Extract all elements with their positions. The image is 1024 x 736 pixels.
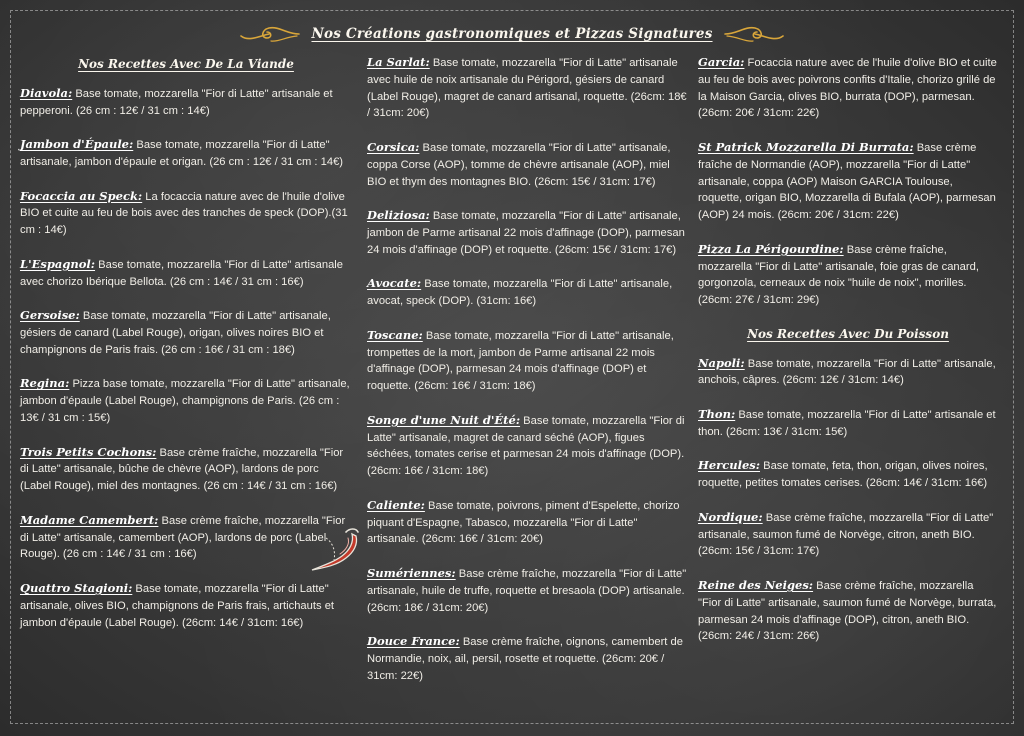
recipe-item <box>20 375 352 426</box>
recipe-item <box>367 412 689 480</box>
recipe-description: Base tomate, mozzarella "Fior di Latte" artisanale, magret de canard séché (AOP), figues séchées, tomates cerise et parmesan 24 mois d'affinage (DOP). (26cm: 16€ / 31cm: 18€) <box>367 414 685 478</box>
recipe-name: Diavola: <box>20 85 73 100</box>
recipe-name: Quattro Stagioni: <box>20 580 133 595</box>
recipe-description: Base tomate, mozzarella "Fior di Latte" artisanale, anchois, câpres. (26cm: 12€ / 31cm: 14€) <box>698 357 996 387</box>
recipe-description: Base crème fraîche, mozzarella "Fior di Latte" artisanale, saumon fumé de Norvège, citron, aneth BIO. (26cm: 15€ / 31cm: 17€) <box>698 511 994 558</box>
recipe-name: Madame Camembert: <box>20 512 159 527</box>
recipe-description: Base crème fraîche de Normandie (AOP), mozzarella "Fior di Latte" artisanale, coppa (AOP) Maison GARCIA Toulouse, roquette, origan BIO, Mozzarella di Bufala (AOP), parmesan (AOP) 24 mois. (26cm: 20€ / 31cm: 22€) <box>698 141 996 222</box>
recipe-description: La focaccia nature avec de l'huile d'olive BIO et cuite au feu de bois avec des tranches de speck (DOP).(31 cm : 14€) <box>20 190 348 237</box>
left-flourish-icon <box>239 22 301 46</box>
menu-banner <box>0 20 1024 48</box>
recipe-item <box>698 406 998 441</box>
recipe-description: Base tomate, mozzarella "Fior di Latte" artisanale, jambon de Parme artisanal 22 mois d'affinage (DOP), parmesan 24 mois d'affinage (DOP) et roquette. (26cm: 15€ / 31cm: 17€) <box>367 210 685 256</box>
recipe-description: Base tomate, mozzarella "Fior di Latte" artisanale, olives BIO, champignons de Paris frais, artichauts et jambon d'épaule (Label Rouge). (26cm: 14€ / 31cm: 16€) <box>20 582 335 629</box>
recipe-description: Base tomate, feta, thon, origan, olives noires, roquette, petites tomates cerises. (26cm: 14€ / 31cm: 16€) <box>698 460 988 490</box>
recipe-description: Base tomate, mozzarella "Fior di Latte" artisanale avec chorizo Ibérique Bellota. (26 cm : 14€ / 31 cm : 16€) <box>20 258 343 288</box>
recipe-item <box>698 355 998 390</box>
recipe-item <box>20 136 352 171</box>
recipe-item <box>20 580 352 631</box>
recipe-name: Deliziosa: <box>367 208 430 223</box>
recipe-name: Trois Petits Cochons: <box>20 444 157 459</box>
recipe-item <box>367 633 689 684</box>
chili-pepper-icon <box>306 524 370 576</box>
recipe-description: Base tomate, mozzarella "Fior di Latte" artisanale avec huile de noix artisanale du Périgord, gésiers de canard (Label Rouge), magret de canard artisanal, roquette. (26cm: 18€ / 31cm: 20€) <box>367 57 687 120</box>
recipe-item <box>367 54 689 122</box>
recipe-name: Toscane: <box>367 327 423 342</box>
recipe-description: Base tomate, mozzarella "Fior di Latte" artisanale et pepperoni. (26 cm : 12€ / 31 cm : 14€) <box>20 87 333 117</box>
recipe-item <box>367 275 689 310</box>
recipe-item <box>20 256 352 291</box>
menu-column-1 <box>20 54 352 648</box>
recipe-description: Base tomate, mozzarella "Fior di Latte" artisanale, trompettes de la mort, jambon de Parme artisanal 22 mois d'affinage (DOP), parmesan 24 mois d'affinage (DOP) et roquette. (26cm: 16€ / 31cm: 18€) <box>367 329 674 393</box>
recipe-item <box>698 139 998 224</box>
recipe-item <box>698 577 998 645</box>
recipe-description: Base crème fraîche, mozzarella "Fior di Latte" artisanale, camembert (AOP), lardons de porc (Label Rouge). (26 cm : 14€ / 31 cm : 16€) <box>20 514 346 561</box>
recipe-name: La Sarlat: <box>367 55 430 69</box>
recipe-item <box>367 327 689 395</box>
recipe-description: Pizza base tomate, mozzarella "Fior di Latte" artisanale, jambon d'épaule (Label Rouge), champignons de Paris. (26 cm : 13€ / 31 cm : 15€) <box>20 378 350 424</box>
fish-section-title: Nos Recettes Avec Du Poisson <box>747 326 949 341</box>
meat-section-title: Nos Recettes Avec De La Viande <box>78 57 294 71</box>
recipe-description: Base tomate, poivrons, piment d'Espelette, chorizo piquant d'Espagne, Tabasco, mozzarella "Fior di Latte" artisanale. (26cm: 16€ / 31cm: 20€) <box>367 499 680 546</box>
recipe-item <box>698 457 998 492</box>
recipe-item <box>20 444 352 495</box>
recipe-name: St Patrick Mozzarella Di Burrata: <box>698 139 914 154</box>
recipe-name: Regina: <box>20 376 70 391</box>
recipe-name: Songe d'une Nuit d'Été: <box>367 412 521 427</box>
recipe-item <box>367 497 689 548</box>
recipe-description: Base tomate, mozzarella "Fior di Latte" artisanale, gésiers de canard (Label Rouge), origan, olives noires BIO et champignons de Paris frais. (26 cm : 16€ / 31 cm : 18€) <box>20 310 331 356</box>
recipe-name: Gersoise: <box>20 308 80 323</box>
recipe-description: Base crème fraîche, mozzarella "Fior di Latte" artisanale, bûche de chèvre (AOP), lardons de porc (Label Rouge), miel des montagnes. (26 cm : 14€ / 31 cm : 16€) <box>20 446 344 493</box>
recipe-description: Base tomate, mozzarella "Fior di Latte" artisanale et thon. (26cm: 13€ / 31cm: 15€) <box>698 408 996 438</box>
recipe-item <box>20 307 352 358</box>
recipe-name: Pizza La Périgourdine: <box>698 241 844 256</box>
recipe-name: Douce France: <box>367 634 460 649</box>
recipe-item <box>698 241 998 309</box>
menu-title: Nos Créations gastronomiques et Pizzas Signatures <box>311 26 713 42</box>
recipe-name: Hercules: <box>698 458 761 473</box>
recipe-item <box>367 565 689 616</box>
recipe-name: Avocate: <box>367 276 422 291</box>
recipe-description: Base crème fraîche, mozzarella "Fior di Latte" artisanale, saumon fumé de Norvège, burrata, parmesan 24 mois d'affinage (DOP), citron, aneth BIO. (26cm: 24€ / 31cm: 26€) <box>698 579 997 643</box>
recipe-item <box>698 509 998 560</box>
recipe-item <box>367 139 689 190</box>
recipe-item <box>20 512 352 563</box>
recipe-description: Base crème fraîche, mozzarella "Fior di Latte" artisanale, huile de truffe, roquette et bresaola (DOP) artisanale. (26cm: 18€ / 31cm: 20€) <box>367 567 687 614</box>
menu-column-3 <box>698 54 998 662</box>
recipe-name: Jambon d'Épaule: <box>20 137 134 152</box>
recipe-name: Focaccia au Speck: <box>20 188 143 203</box>
recipe-description: Base tomate, mozzarella "Fior di Latte" artisanale, coppa Corse (AOP), tomme de chèvre artisanale (AOP), miel BIO et thym des montagnes BIO. (26cm: 15€ / 31cm: 17€) <box>367 141 671 188</box>
recipe-item <box>367 207 689 258</box>
recipe-description: Base tomate, mozzarella "Fior di Latte" artisanale, jambon d'épaule et origan. (26 cm : 12€ / 31 cm : 14€) <box>20 139 344 168</box>
recipe-item <box>20 188 352 239</box>
recipe-name: Nordique: <box>698 509 763 524</box>
recipe-name: Napoli: <box>698 355 745 370</box>
recipe-description: Focaccia nature avec de l'huile d'olive BIO et cuite au feu de bois avec poivrons confits d'Italie, chorizo grillé de la Maison Garcia, olives BIO, burrata (DOP), parmesan. (26cm: 20€ / 31cm: 22€) <box>698 57 997 120</box>
recipe-item <box>20 85 352 120</box>
menu-column-2 <box>367 54 689 701</box>
recipe-description: Base tomate, mozzarella "Fior di Latte" artisanale, avocat, speck (DOP). (31cm: 16€) <box>367 278 673 308</box>
recipe-name: Reine des Neiges: <box>698 577 814 592</box>
recipe-name: Sumériennes: <box>367 565 456 580</box>
recipe-name: Garcia: <box>698 55 745 69</box>
recipe-description: Base crème fraîche, mozzarella "Fior di Latte" artisanale, foie gras de canard, gorgonzola, cerneaux de noix "huile de noix", morilles. (26cm: 27€ / 31cm: 29€) <box>698 243 979 307</box>
recipe-name: L'Espagnol: <box>20 256 96 271</box>
right-flourish-icon <box>723 22 785 46</box>
recipe-name: Caliente: <box>367 497 425 512</box>
recipe-name: Thon: <box>698 406 736 421</box>
recipe-name: Corsica: <box>367 139 420 154</box>
recipe-item <box>698 54 998 122</box>
recipe-description: Base crème fraîche, oignons, camembert de Normandie, noix, ail, persil, rosette et roquette. (26cm: 20€ / 31cm: 22€) <box>367 636 683 682</box>
